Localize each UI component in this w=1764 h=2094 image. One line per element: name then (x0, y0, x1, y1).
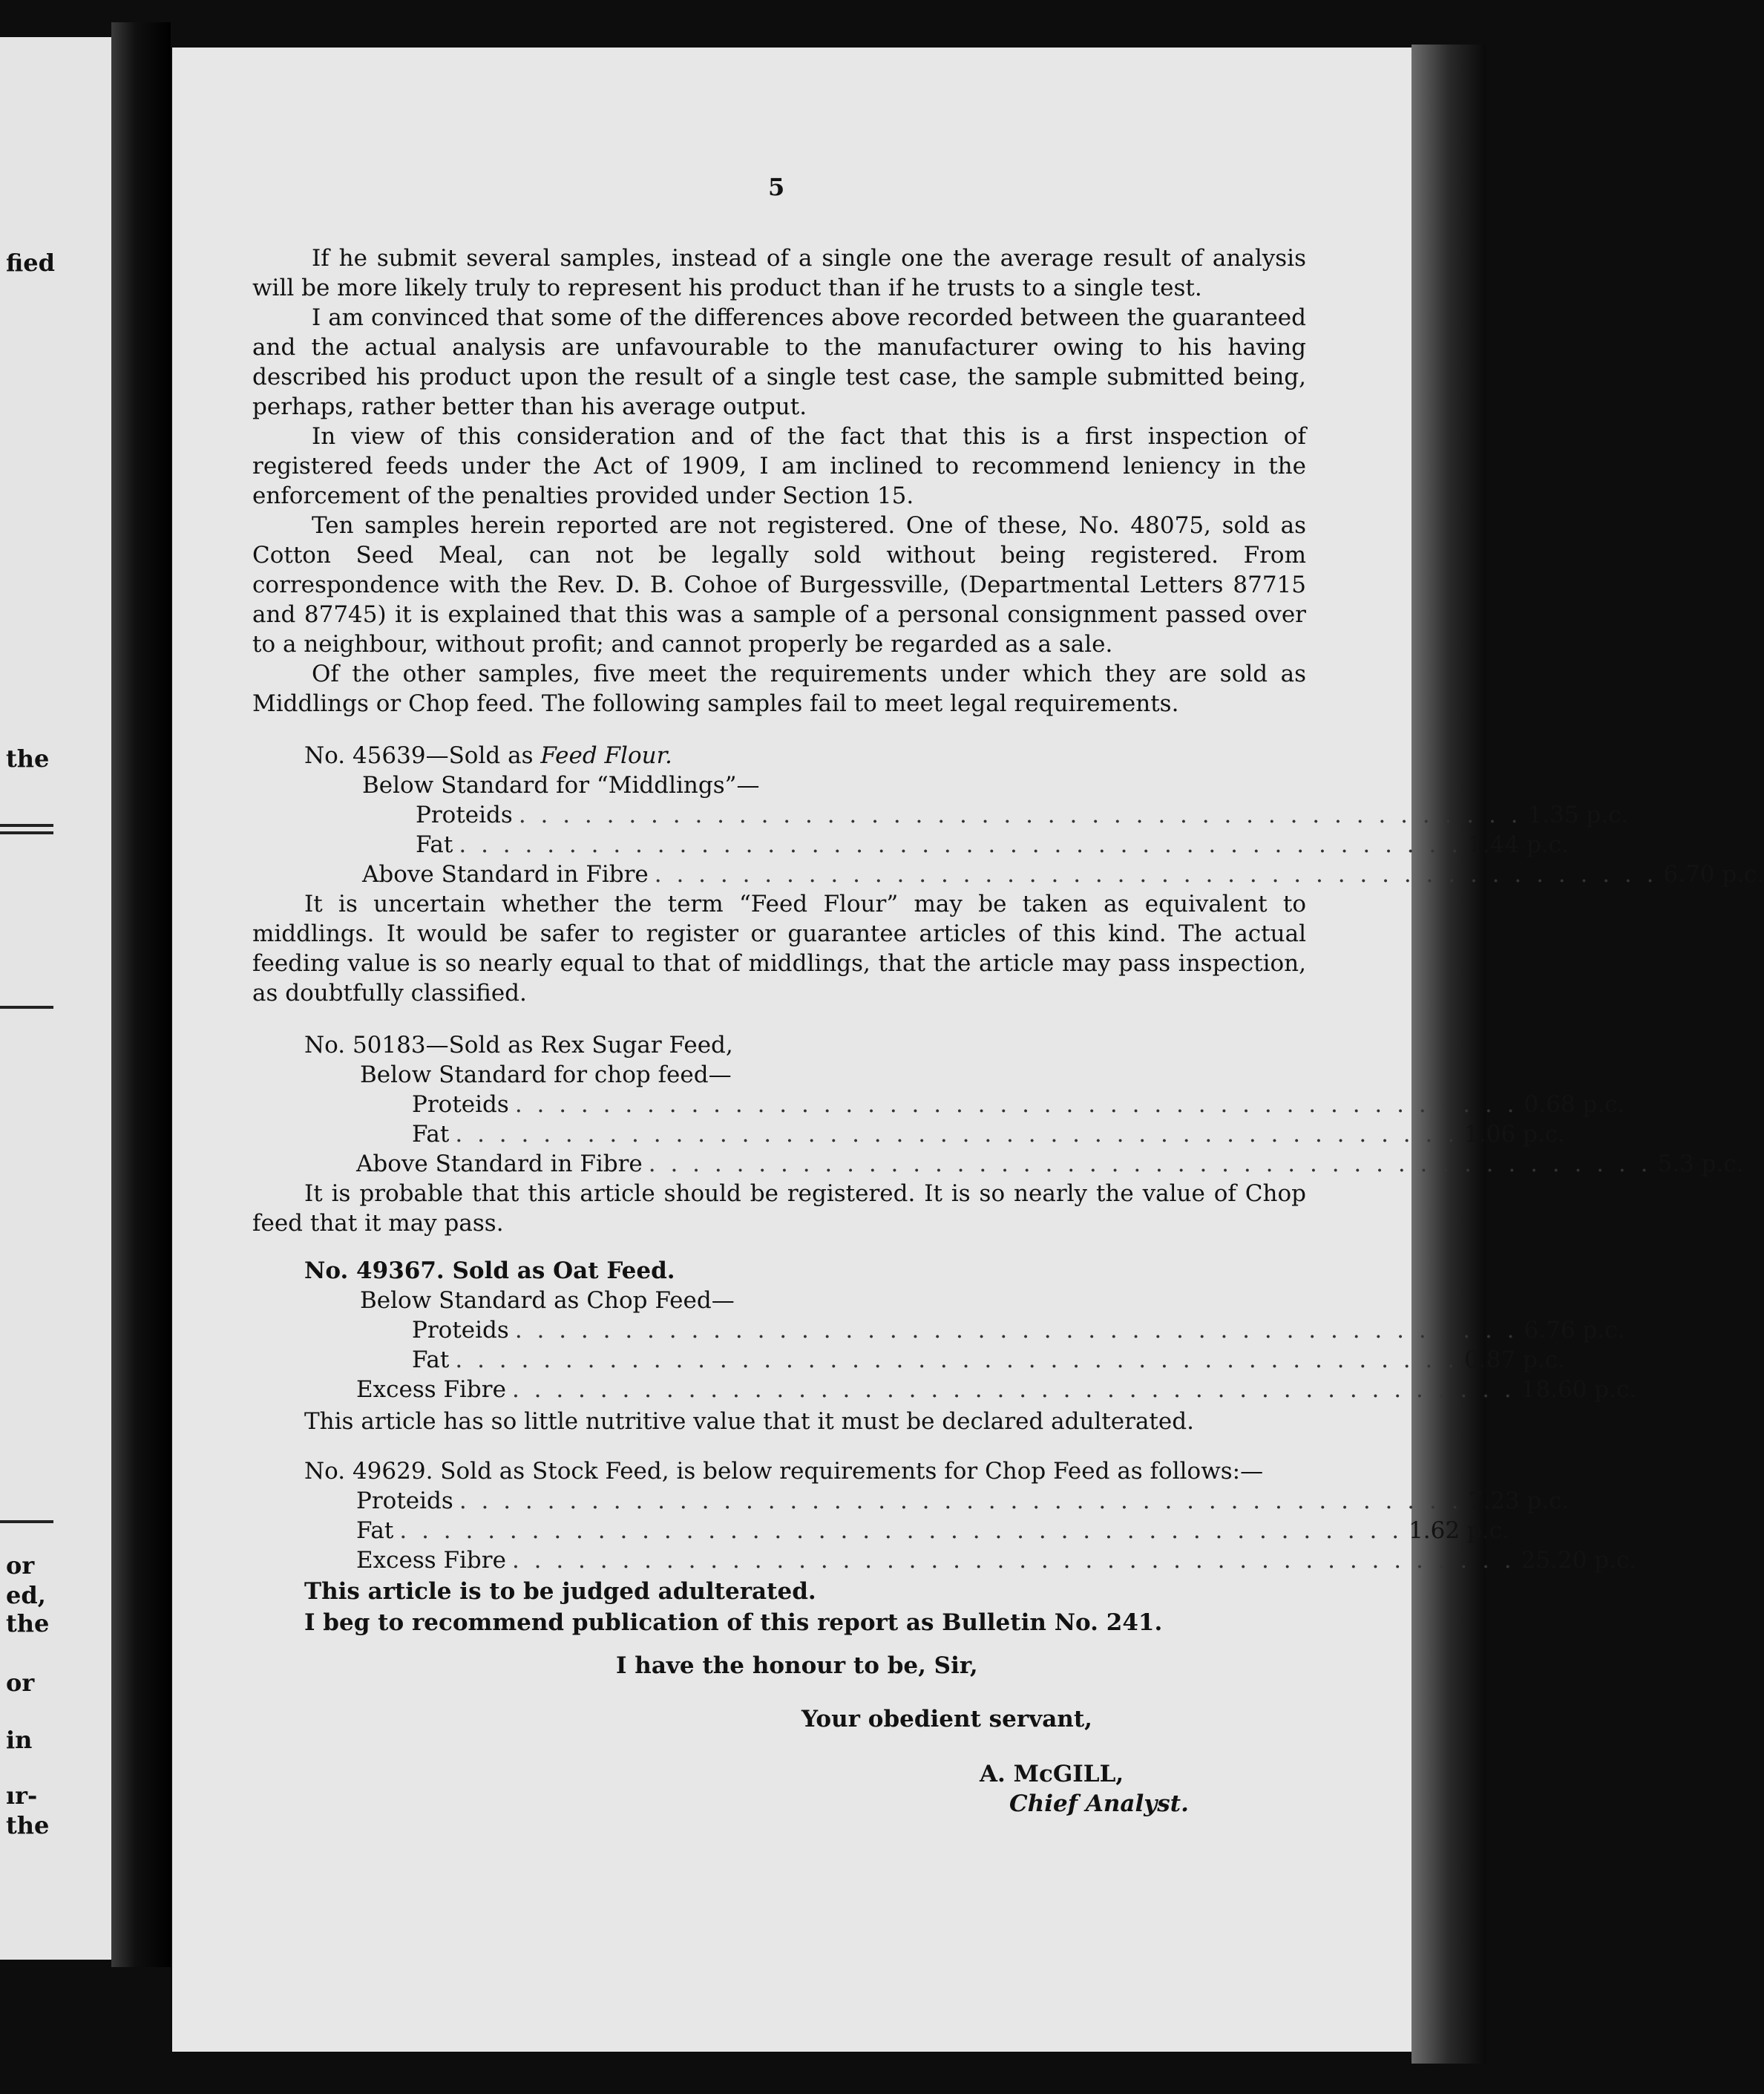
row-label: Fat (416, 831, 453, 858)
sample-note: It is uncertain whether the term “Feed Flour” may be taken as equivalent to middlings. It would be safer to register or guarantee articles of this kind. The actual feeding value is so nearly equal to that of middlings, that the article may pass inspection, as doubtfully classified. (252, 891, 1306, 1007)
paragraph: Of the other samples, five meet the requirements under which they are sold as Middlings or Chop feed. The following samples fail to meet legal requirements. (252, 661, 1306, 717)
divider (0, 1520, 53, 1523)
left-fragment: in (6, 1726, 33, 1754)
analysis-row: Excess Fibre . . . . . . . . . . . . . . . . . . . . . . . . . . . . . . . . . . . . . . . . . . . . . . 18.60 p.c. (356, 1376, 1637, 1403)
analysis-row: Excess Fibre . . . . . . . . . . . . . . . . . . . . . . . . . . . . . . . . . . . . . . . . . . . . . . 25.20 p.c. (356, 1547, 1637, 1574)
page-gutter (111, 22, 171, 1967)
sample-note: This article is to be judged adulterated. (304, 1578, 816, 1605)
paragraph: In view of this consideration and of the fact that this is a first inspection of registered feeds under the Act of 1909, I am inclined to recommend leniency in the enforcement of the penalties provided under Section 15. (252, 423, 1306, 509)
paragraph: Ten samples herein reported are not registered. One of these, No. 48075, sold as Cotton Seed Meal, can not be legally sold without being registered. From correspondence with the Rev. D. B. Cohoe of Burgessville, (Departmental Letters 87715 and 87745) it is explained that this was a sample of a personal consignment passed over to a neighbour, without profit; and cannot properly be regarded as a sale. (252, 512, 1306, 658)
sample-note: This article has so little nutritive value that it must be declared adulterated. (304, 1408, 1194, 1435)
analysis-row: Above Standard in Fibre . . . . . . . . . . . . . . . . . . . . . . . . . . . . . . . . . . . . . . . . . . . . . . 6.70 p.c. (362, 861, 1764, 888)
row-label: Above Standard in Fibre (362, 861, 649, 888)
signature-title: Chief Analyst. (1009, 1790, 1189, 1817)
left-fragment: the (6, 1811, 50, 1839)
standard-label: Below Standard as Chop Feed— (360, 1287, 735, 1314)
divider (0, 1006, 53, 1009)
sample-heading (304, 1456, 1263, 1486)
analysis-row: Above Standard in Fibre . . . . . . . . . . . . . . . . . . . . . . . . . . . . . . . . . . . . . . . . . . . . . . 5.3 p.c. (356, 1151, 1744, 1177)
row-value: 0.68 p.c. (1524, 1091, 1625, 1118)
row-value: 1.06 p.c. (1464, 1121, 1565, 1148)
left-fragment: fied (6, 249, 55, 277)
paragraph: If he submit several samples, instead of a single one the average result of analysis will be more likely truly to represent his product than if he trusts to a single test. (252, 245, 1306, 301)
analysis-row: Fat . . . . . . . . . . . . . . . . . . . . . . . . . . . . . . . . . . . . . . . . . . . . . . 1.44 p.c. (416, 831, 1569, 858)
sample-number: No. 49367. Sold as Oat Feed. (304, 1257, 675, 1284)
sample-note: It is probable that this article should be registered. It is so nearly the value of Chop feed that it may pass. (252, 1180, 1306, 1237)
sample-heading (304, 1256, 675, 1286)
analysis-row: Proteids . . . . . . . . . . . . . . . . . . . . . . . . . . . . . . . . . . . . . . . . . . . . . . 7.23 p.c. (356, 1488, 1570, 1514)
page-edge (1411, 45, 1486, 2064)
row-label: Proteids (356, 1488, 453, 1514)
sample-product: Feed Flour. (540, 742, 672, 769)
left-page (0, 37, 111, 1960)
row-label: Above Standard in Fibre (356, 1151, 643, 1177)
row-label: Fat (356, 1517, 394, 1544)
row-value: 1.62 p.c. (1409, 1517, 1509, 1544)
row-value: 5.3 p.c. (1657, 1151, 1744, 1177)
divider (0, 831, 53, 834)
row-label: Fat (412, 1121, 450, 1148)
analysis-row: Proteids . . . . . . . . . . . . . . . . . . . . . . . . . . . . . . . . . . . . . . . . . . . . . . 6.76 p.c. (412, 1317, 1625, 1344)
analysis-row: Fat . . . . . . . . . . . . . . . . . . . . . . . . . . . . . . . . . . . . . . . . . . . . . . 1.06 p.c. (412, 1121, 1565, 1148)
analysis-row: Proteids . . . . . . . . . . . . . . . . . . . . . . . . . . . . . . . . . . . . . . . . . . . . . . 0.68 p.c. (412, 1091, 1625, 1118)
sample-heading (304, 1030, 733, 1060)
servant-line: Your obedient servant, (801, 1706, 1092, 1733)
row-value: 1.44 p.c. (1468, 831, 1569, 858)
row-value: 18.60 p.c. (1521, 1376, 1637, 1403)
left-fragment: ed, (6, 1581, 46, 1609)
sample-number: No. 50183—Sold as Rex Sugar Feed, (304, 1032, 733, 1059)
sample-number: No. 49629. Sold as Stock Feed, is below requirements for Chop Feed as follows:— (304, 1458, 1264, 1485)
analysis-row: Fat . . . . . . . . . . . . . . . . . . . . . . . . . . . . . . . . . . . . . . . . . . . . . . 0.87 p.c. (412, 1347, 1565, 1373)
left-fragment: the (6, 745, 50, 773)
row-label: Excess Fibre (356, 1547, 506, 1574)
sample-number: No. 45639—Sold as (304, 742, 541, 769)
left-fragment: or (6, 1551, 35, 1580)
row-value: 1.35 p.c. (1527, 802, 1629, 828)
row-value: 6.76 p.c. (1524, 1317, 1625, 1344)
analysis-row: Fat . . . . . . . . . . . . . . . . . . . . . . . . . . . . . . . . . . . . . . . . . . . . . . 1.62 p.c. (356, 1517, 1509, 1544)
signature: A. McGILL, (980, 1761, 1124, 1787)
paragraph: I am convinced that some of the differences above recorded between the guaranteed and the actual analysis are unfavourable to the manufacturer owing to his having described his product upon the result of a single test case, the sample submitted being, perhaps, rather better than his average output. (252, 304, 1306, 420)
left-fragment: or (6, 1669, 35, 1697)
standard-label: Below Standard for “Middlings”— (362, 772, 760, 799)
divider (0, 824, 53, 827)
body-text (252, 243, 1306, 719)
left-fragment: the (6, 1609, 50, 1637)
row-label: Proteids (416, 802, 513, 828)
recommendation: I beg to recommend publication of this report as Bulletin No. 241. (304, 1609, 1163, 1636)
row-label: Excess Fibre (356, 1376, 506, 1403)
analysis-row: Proteids . . . . . . . . . . . . . . . . . . . . . . . . . . . . . . . . . . . . . . . . . . . . . . 1.35 p.c. (416, 802, 1629, 828)
page-number: 5 (768, 173, 785, 201)
standard-label: Below Standard for chop feed— (360, 1061, 732, 1088)
row-label: Proteids (412, 1091, 509, 1118)
left-fragment: ır- (6, 1781, 38, 1810)
row-value: 6.70 p.c. (1663, 861, 1764, 888)
sample-heading (304, 741, 672, 770)
row-value: 7.23 p.c. (1468, 1488, 1570, 1514)
row-value: 25.20 p.c. (1521, 1547, 1637, 1574)
closing: I have the honour to be, Sir, (616, 1652, 978, 1679)
row-label: Proteids (412, 1317, 509, 1344)
row-value: 0.87 p.c. (1464, 1347, 1565, 1373)
row-label: Fat (412, 1347, 450, 1373)
